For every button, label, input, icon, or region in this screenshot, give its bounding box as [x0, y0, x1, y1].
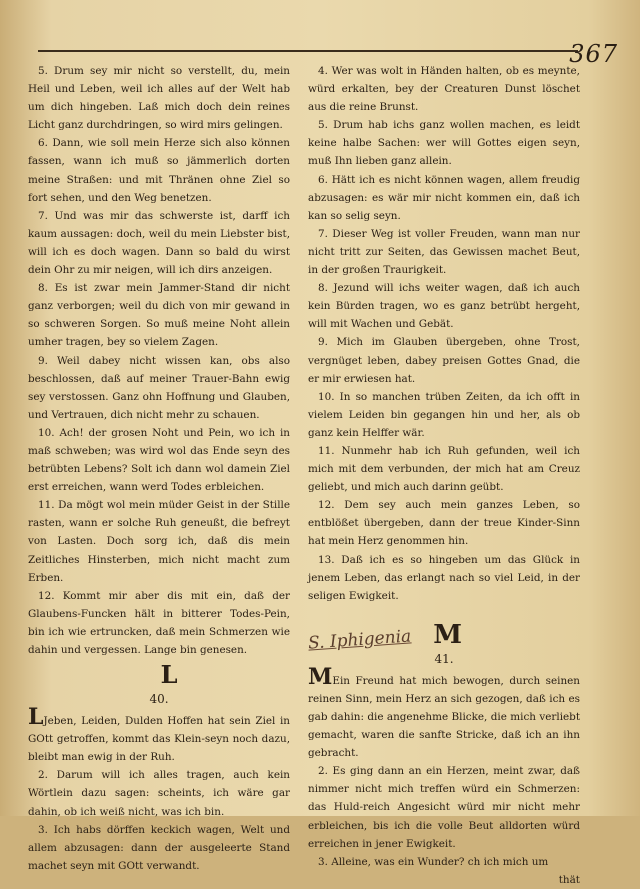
verse: 3. Ich habs dörffen keckich wagen, Welt und allem abzusagen: dann der ausgeleerte Stand machet seyn mit GOtt verwandt. — [28, 823, 290, 872]
verse: 10. Ach! der grosen Noht und Pein, wo ich in maß schweben; was wird wol das Ende seyn des betrübten Lebens? Solt ich dann wol damein Ziel erst erreichen, wann werd Todes erbleichen. — [28, 426, 290, 494]
left-column — [28, 62, 290, 875]
verse: 7. Dieser Weg ist voller Freuden, wann man nur nicht tritt zur Seiten, das Gewissen machet Beut, in der großen Traurigkeit. — [308, 227, 580, 277]
right-verses-before — [308, 62, 580, 605]
section-letter-m: M — [433, 619, 463, 650]
verse: 11. Da mögt wol mein müder Geist in der Stille rasten, wann er solche Ruh geneußt, die befreyt von Lasten. Doch sorg ich, daß dis mein Zeitliches Hinsterben, mich nicht macht zum Erben. — [28, 499, 290, 584]
handwritten-annotation: S. Iphigenia — [307, 626, 412, 654]
verse: 11. Nunmehr hab ich Ruh gefunden, weil ich mich mit dem verbunden, der mich hat am Creuz geliebt, und mich auch darinn geübt. — [308, 444, 580, 494]
verse: 9. Weil dabey nicht wissen kan, obs also beschlossen, daß auf meiner Trauer-Bahn ewig sey verstossen. Ganz ohn Hoffnung und Glauben, und Vertrauen, dich nicht mehr zu schauen. — [28, 354, 290, 421]
left-verses-before — [28, 62, 290, 659]
page-number: 367 — [569, 40, 618, 68]
catchword: thät — [558, 873, 580, 886]
right-column — [308, 62, 580, 889]
hymn-40-first-verse — [28, 704, 290, 766]
verse: 6. Dann, wie soll mein Herze sich also können fassen, wann ich muß so jämmerlich dorten meine Straßen: und mit Thränen ohne Ziel so fort sehen, und den Weg benetzen. — [28, 137, 290, 204]
hymn-41-heading — [307, 609, 580, 654]
verse: 7. Und was mir das schwerste ist, darff ich kaum aussagen: doch, weil du mein Liebster bist, will ich es doch wagen. Dann so bald du wirst dein Ohr zu mir neigen, will ich dirs anzeigen. — [28, 209, 290, 277]
first-verse-text: Ein Freund hat mich bewogen, durch seinen reinen Sinn, mein Herz an sich gezogen, daß ich es gab dahin: die angenehme Blicke, die mich verliebt gemacht, waren die sanfte Stricke, daß ich an ihn gebracht. — [308, 674, 580, 760]
verse: 3. Alleine, was ein Wunder? ch ich mich um — [318, 855, 549, 868]
verse: 5. Drum sey mir nicht so verstellt, du, mein Heil und Leben, weil ich alles auf der Welt hab um dich hingeben. Laß mich doch dein reines Licht ganz durchdringen, so wird mirs gelingen. — [28, 65, 290, 132]
first-verse-text: Jeben, Leiden, Dulden Hoffen hat sein Ziel in GOtt getroffen, kommt das Klein-seyn noch dazu, bleibt man ewig in der Ruh. — [28, 715, 290, 764]
verse: 13. Daß ich es so hingeben um das Glück in jenem Leben, das erlangt nach so viel Leid, in der seligen Ewigkeit. — [308, 553, 580, 602]
verse: 12. Dem sey auch mein ganzes Leben, so entblößet übergeben, dann der treue Kinder-Sinn hat mein Herz genommen hin. — [308, 499, 580, 548]
verse: 4. Wer was wolt in Händen halten, ob es meynte, würd erkalten, bey der Creaturen Dunst löschet aus die reine Brunst. — [308, 65, 580, 114]
dropcap-l: L — [28, 704, 44, 731]
header-rule — [38, 50, 578, 52]
verse: 2. Darum will ich alles tragen, auch kein Wörtlein dazu sagen: scheints, ich wäre gar dahin, ob ich weiß nicht, was ich bin. — [28, 769, 290, 818]
verse: 5. Drum hab ichs ganz wollen machen, es leidt keine halbe Sachen: wer will Gottes eigen seyn, muß Ihn lieben ganz allein. — [308, 119, 580, 168]
hymn-41-first-verse — [308, 663, 580, 762]
verse: 2. Es ging dann an ein Herzen, meint zwar, daß nimmer nicht mich treffen würd ein Schmerzen: das Huld-reich Angesicht würd mir nicht mehr erbleichen, bis ich die volle Beut alldorten würd erreichen in jener Ewigkeit. — [308, 765, 580, 850]
verse: 12. Kommt mir aber dis mit ein, daß der Glaubens-Funcken hält in bitterer Todes-Pein, bin ich wie ertruncken, daß mein Schmerzen wie dahin und vergessen. Lange bin genesen. — [28, 589, 290, 656]
verse: 10. In so manchen trüben Zeiten, da ich offt in vielem Leiden bin gegangen hin und her, als ob ganz kein Helffer wär. — [308, 390, 580, 439]
hymn-number-41: 41. — [434, 651, 454, 666]
hymn-number-40: 40. — [149, 692, 169, 707]
verse: 9. Mich im Glauben übergeben, ohne Trost, vergnüget leben, dabey preisen Gottes Gnad, die er mir erwiesen hat. — [308, 336, 580, 385]
verse: 6. Hätt ich es nicht können wagen, allem freudig abzusagen: es wär mir nicht kommen ein, daß ich kan so selig seyn. — [308, 173, 580, 222]
verse: 8. Jezund will ichs weiter wagen, daß ich auch kein Bürden tragen, wo es ganz betrübt hergeht, will mit Wachen und Gebät. — [308, 282, 580, 331]
dropcap-m: M — [308, 663, 333, 690]
section-letter-l: L — [160, 660, 178, 690]
verse: 8. Es ist zwar mein Jammer-Stand dir nicht ganz verborgen; weil du dich von mir gewand in so schweren Sorgen. So muß meine Noht allein umher tragen, bey so vielem Zagen. — [28, 282, 290, 349]
